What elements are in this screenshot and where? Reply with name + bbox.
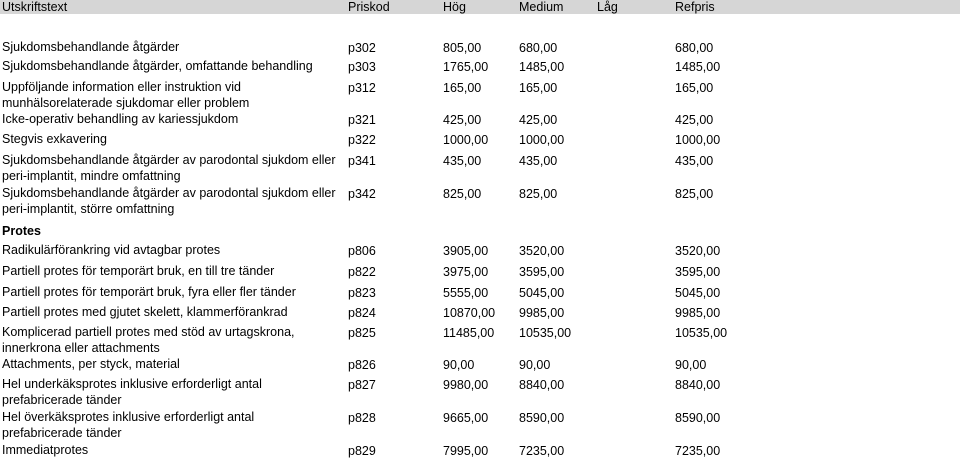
cell-ref: 435,00 <box>675 154 714 168</box>
cell-code: p342 <box>348 187 376 201</box>
header-medium: Medium <box>519 0 564 14</box>
cell-medium: 90,00 <box>519 358 551 372</box>
cell-ref: 8840,00 <box>675 378 721 392</box>
cell-high: 425,00 <box>443 113 482 127</box>
cell-medium: 680,00 <box>519 41 558 55</box>
cell-high: 11485,00 <box>443 326 495 340</box>
cell-code: p826 <box>348 358 376 372</box>
cell-code: p806 <box>348 244 376 258</box>
cell-medium: 435,00 <box>519 154 558 168</box>
cell-code: p302 <box>348 41 376 55</box>
cell-code: p341 <box>348 154 376 168</box>
cell-ref: 90,00 <box>675 358 707 372</box>
header-code: Priskod <box>348 0 390 14</box>
cell-ref: 1000,00 <box>675 133 721 147</box>
cell-high: 9980,00 <box>443 378 489 392</box>
cell-ref: 825,00 <box>675 187 714 201</box>
cell-text: Partiell protes med gjutet skelett, klammerförankrad <box>2 305 288 319</box>
cell-high: 5555,00 <box>443 286 489 300</box>
cell-ref: 680,00 <box>675 41 714 55</box>
cell-text: Stegvis exkavering <box>2 132 107 146</box>
cell-high: 90,00 <box>443 358 475 372</box>
cell-ref: 3520,00 <box>675 244 721 258</box>
cell-code: p823 <box>348 286 376 300</box>
cell-text: Partiell protes för temporärt bruk, en till tre tänder <box>2 264 275 278</box>
cell-code: p828 <box>348 411 376 425</box>
cell-medium: 165,00 <box>519 81 558 95</box>
cell-ref: 9985,00 <box>675 306 721 320</box>
header-low: Låg <box>597 0 618 14</box>
cell-code: p312 <box>348 81 376 95</box>
cell-high: 1000,00 <box>443 133 489 147</box>
cell-ref: 10535,00 <box>675 326 728 340</box>
cell-text: Attachments, per styck, material <box>2 357 180 371</box>
cell-high: 1765,00 <box>443 60 489 74</box>
cell-high: 3975,00 <box>443 265 489 279</box>
cell-code: p322 <box>348 133 376 147</box>
cell-text: Hel överkäksprotes inklusive erforderligt antal prefabricerade tänder <box>2 410 255 440</box>
cell-medium: 8840,00 <box>519 378 565 392</box>
cell-text: Sjukdomsbehandlande åtgärder av parodontal sjukdom eller peri-implantit, större omfattning <box>2 186 336 216</box>
cell-medium: 8590,00 <box>519 411 565 425</box>
cell-text: Sjukdomsbehandlande åtgärder, omfattande behandling <box>2 59 313 73</box>
cell-medium: 425,00 <box>519 113 558 127</box>
cell-high: 435,00 <box>443 154 482 168</box>
cell-text: Radikulärförankring vid avtagbar protes <box>2 243 221 257</box>
cell-medium: 3520,00 <box>519 244 565 258</box>
cell-ref: 3595,00 <box>675 265 721 279</box>
cell-medium: 825,00 <box>519 187 558 201</box>
section-title: Protes <box>2 224 41 238</box>
cell-text: Hel underkäksprotes inklusive erforderligt antal prefabricerade tänder <box>2 377 262 407</box>
cell-high: 805,00 <box>443 41 482 55</box>
cell-medium: 1485,00 <box>519 60 565 74</box>
cell-ref: 425,00 <box>675 113 714 127</box>
cell-medium: 9985,00 <box>519 306 565 320</box>
cell-high: 9665,00 <box>443 411 489 425</box>
cell-code: p829 <box>348 444 376 458</box>
cell-medium: 3595,00 <box>519 265 565 279</box>
cell-medium: 1000,00 <box>519 133 565 147</box>
cell-medium: 5045,00 <box>519 286 565 300</box>
cell-medium: 10535,00 <box>519 326 572 340</box>
cell-code: p303 <box>348 60 376 74</box>
cell-text: Sjukdomsbehandlande åtgärder <box>2 40 180 54</box>
cell-high: 825,00 <box>443 187 482 201</box>
cell-ref: 165,00 <box>675 81 714 95</box>
cell-code: p827 <box>348 378 376 392</box>
cell-text: Sjukdomsbehandlande åtgärder av parodontal sjukdom eller peri-implantit, mindre omfattning <box>2 153 336 183</box>
cell-text: Uppföljande information eller instruktion vid munhälsorelaterade sjukdomar eller problem <box>2 80 250 110</box>
cell-code: p824 <box>348 306 376 320</box>
cell-ref: 7235,00 <box>675 444 721 458</box>
cell-text: Partiell protes för temporärt bruk, fyra eller fler tänder <box>2 285 296 299</box>
cell-text: Immediatprotes <box>2 443 89 457</box>
cell-code: p321 <box>348 113 376 127</box>
cell-code: p822 <box>348 265 376 279</box>
cell-text: Komplicerad partiell protes med stöd av urtagskrona, innerkrona eller attachments <box>2 325 295 355</box>
cell-high: 3905,00 <box>443 244 489 258</box>
cell-text: Icke-operativ behandling av kariessjukdom <box>2 112 239 126</box>
cell-code: p825 <box>348 326 376 340</box>
table-header <box>0 0 960 14</box>
cell-ref: 5045,00 <box>675 286 721 300</box>
cell-ref: 1485,00 <box>675 60 721 74</box>
cell-high: 10870,00 <box>443 306 496 320</box>
cell-high: 7995,00 <box>443 444 489 458</box>
header-text: Utskriftstext <box>2 0 68 14</box>
header-high: Hög <box>443 0 466 14</box>
cell-ref: 8590,00 <box>675 411 721 425</box>
cell-high: 165,00 <box>443 81 482 95</box>
header-ref: Refpris <box>675 0 715 14</box>
cell-medium: 7235,00 <box>519 444 565 458</box>
